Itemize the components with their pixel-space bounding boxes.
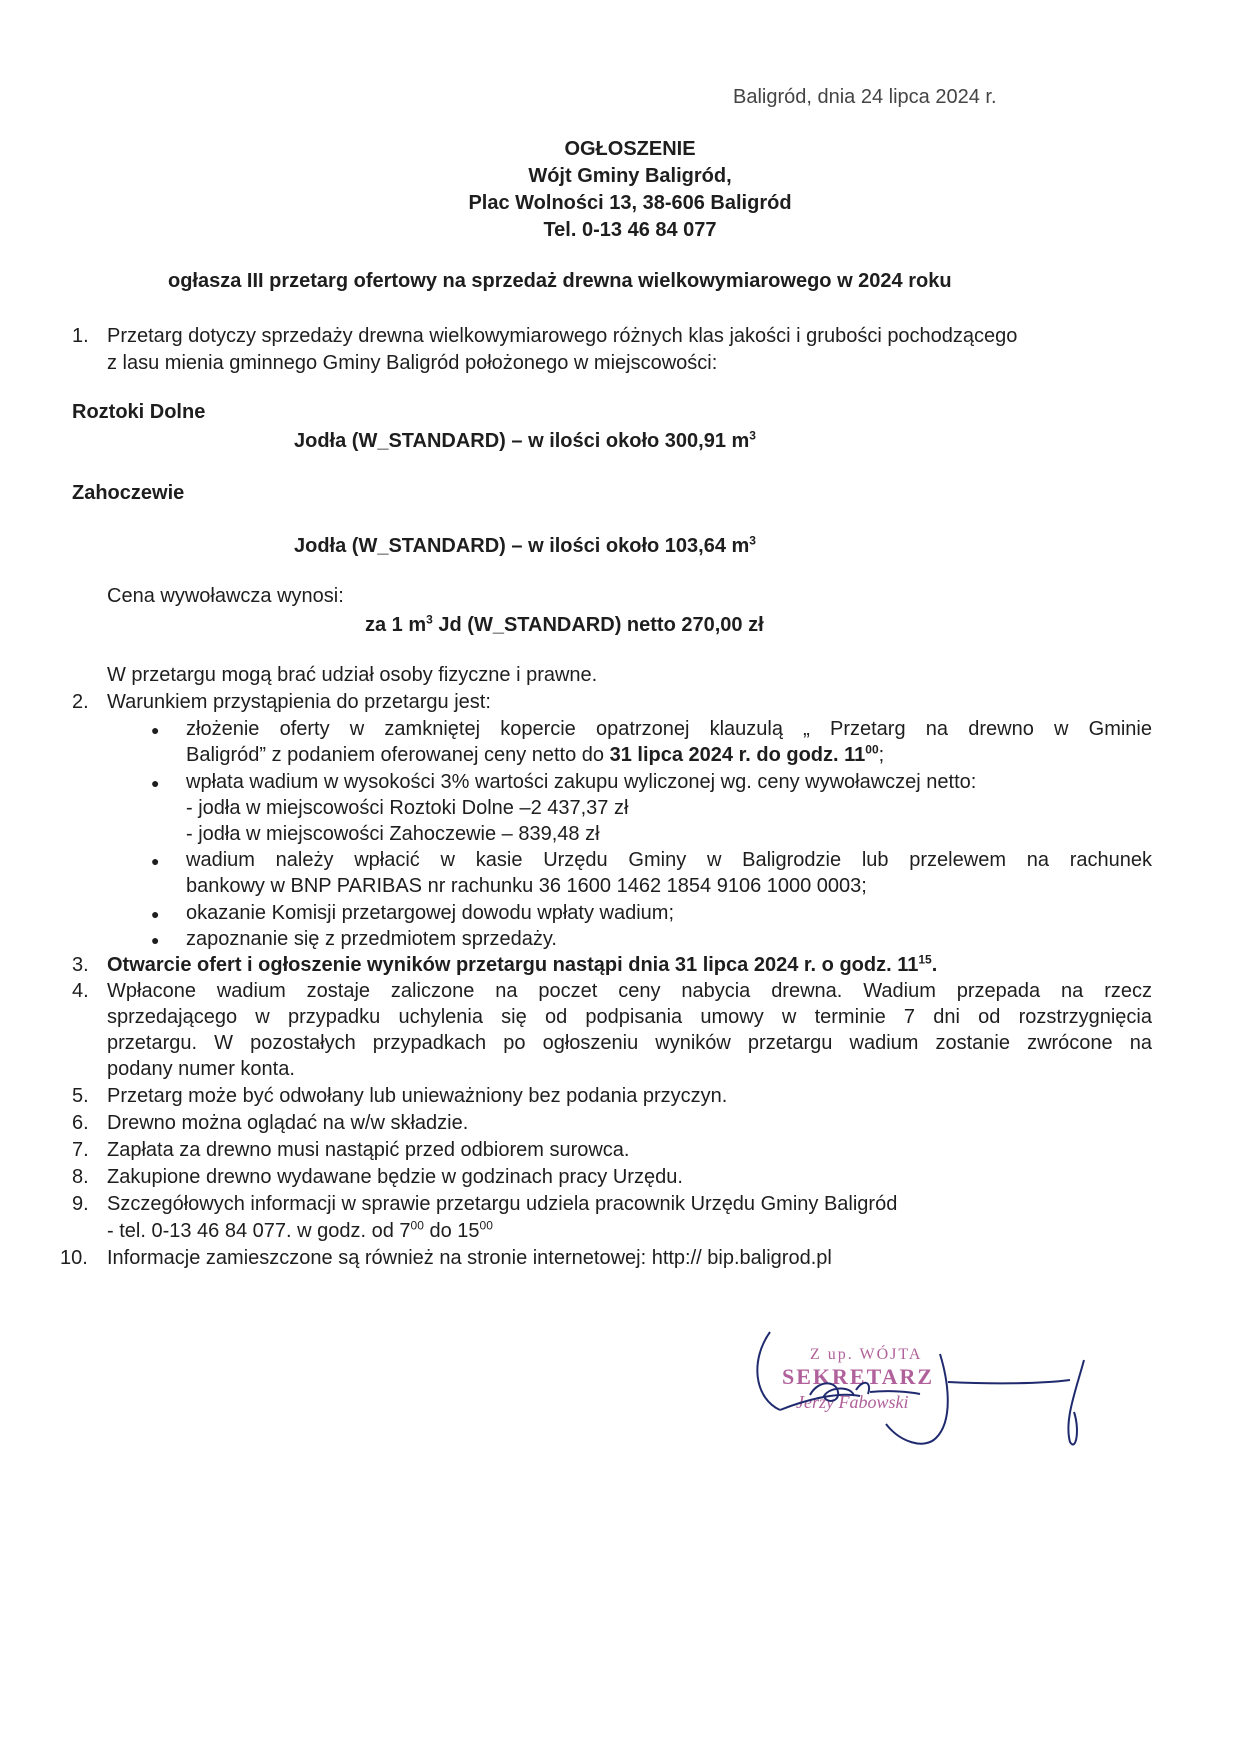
bullet-icon: ● (151, 932, 160, 948)
stamp-line3: Jerzy Fabowski (796, 1392, 909, 1412)
location-name: Roztoki Dolne (72, 401, 206, 423)
item7-text: Zapłata za drewno musi nastąpić przed odbiorem surowca. (107, 1139, 630, 1161)
item8-text: Zakupione drewno wydawane będzie w godzinach pracy Urzędu. (107, 1166, 683, 1188)
bullet-icon: ● (151, 906, 160, 922)
item4-line4: podany numer konta. (107, 1058, 295, 1080)
issuer-address: Plac Wolności 13, 38-606 Baligród (468, 192, 792, 214)
item4-line3: przetargu. W pozostałych przypadkach po ogłoszeniu wyników przetargu wadium zostanie zwrócone na (107, 1032, 1152, 1054)
item10-text: Informacje zamieszczone są również na stronie internetowej: http:// bip.baligrod.pl (107, 1247, 832, 1269)
bullet1-line1: złożenie oferty w zamkniętej kopercie opatrzonej klauzulą „ Przetarg na drewno w Gminie (186, 718, 1152, 740)
item4-line1: Wpłacone wadium zostaje zaliczone na poczet ceny nabycia drewna. Wadium przepada na rzecz (107, 980, 1152, 1002)
item-number: 7. (72, 1139, 89, 1161)
item9-line1: Szczegółowych informacji w sprawie przetargu udziela pracownik Urzędu Gminy Baligród (107, 1193, 898, 1215)
stamp-line2: SEKRETARZ (782, 1364, 935, 1389)
item-number: 3. (72, 954, 89, 976)
item2-text: Warunkiem przystąpienia do przetargu jest: (107, 691, 491, 713)
item-number: 5. (72, 1085, 89, 1107)
announcement-intro: ogłasza III przetarg ofertowy na sprzedaż drewna wielkowymiarowego w 2024 roku (168, 270, 952, 292)
stamp-line1: Z up. WÓJTA (810, 1346, 923, 1363)
location-wood: Jodła (W_STANDARD) – w ilości około 103,64 $m^3$ (294, 533, 756, 557)
item5-text: Przetarg może być odwołany lub unieważniony bez podania przyczyn. (107, 1085, 728, 1107)
item6-text: Drewno można oglądać na w/w składzie. (107, 1112, 469, 1134)
item-number: 9. (72, 1193, 89, 1215)
bullet3-line1: wadium należy wpłacić w kasie Urzędu Gminy w Baligrodzie lub przelewem na rachunek (186, 849, 1152, 871)
bullet2-line1: wpłata wadium w wysokości 3% wartości zakupu wyliczonej wg. ceny wywoławczej netto: (186, 771, 977, 793)
item-number: 6. (72, 1112, 89, 1134)
bullet-icon: ● (151, 775, 160, 791)
item-number: 2. (72, 691, 89, 713)
bullet2-line3: - jodła w miejscowości Zahoczewie – 839,48 zł (186, 823, 600, 845)
item9-line2: - tel. 0-13 46 84 077. w godz. od $7^{00}$ do $15^{00}$ (107, 1218, 493, 1242)
document-title: OGŁOSZENIE (564, 138, 696, 160)
item3-text: Otwarcie ofert i ogłoszenie wyników przetargu nastąpi dnia 31 lipca 2024 r. o godz. $11^{15}$. (107, 952, 938, 976)
issuer-phone: Tel. 0-13 46 84 077 (543, 219, 717, 241)
item-number: 8. (72, 1166, 89, 1188)
document-date: Baligród, dnia 24 lipca 2024 r. (733, 86, 997, 108)
bullet5-text: zapoznanie się z przedmiotem sprzedaży. (186, 928, 557, 950)
price-value: za 1 $m^3$ Jd (W_STANDARD) netto 270,00 zł (365, 612, 764, 636)
item-number: 1. (72, 325, 89, 347)
price-label: Cena wywoławcza wynosi: (107, 585, 344, 607)
item1-line2: z lasu mienia gminnego Gminy Baligród położonego w miejscowości: (107, 352, 718, 374)
bullet4-text: okazanie Komisji przetargowej dowodu wpłaty wadium; (186, 902, 675, 924)
bullet2-line2: - jodła w miejscowości Roztoki Dolne –2 437,37 zł (186, 797, 629, 819)
item1-line1: Przetarg dotyczy sprzedaży drewna wielkowymiarowego różnych klas jakości i grubości pochodzącego (107, 325, 1018, 347)
location-name: Zahoczewie (72, 482, 185, 504)
handwritten-signature (740, 1320, 1120, 1460)
bullet-icon: ● (151, 722, 160, 738)
bullet3-line2: bankowy w BNP PARIBAS nr rachunku 36 1600 1462 1854 9106 1000 0003; (186, 875, 867, 897)
bullet-icon: ● (151, 853, 160, 869)
location-wood: Jodła (W_STANDARD) – w ilości około 300,91 $m^3$ (294, 428, 756, 452)
issuer-name: Wójt Gminy Baligród, (528, 165, 732, 187)
item-number: 10. (60, 1247, 88, 1269)
participants-note: W przetargu mogą brać udział osoby fizyczne i prawne. (107, 664, 598, 686)
bullet1-line2: Baligród” z podaniem oferowanej ceny netto do 31 lipca 2024 r. do godz. $11^{00}$; (186, 742, 885, 766)
item-number: 4. (72, 980, 89, 1002)
item4-line2: sprzedającego w przypadku uchylenia się od podpisania umowy w terminie 7 dni od rozstrzygnięcia (107, 1006, 1152, 1028)
